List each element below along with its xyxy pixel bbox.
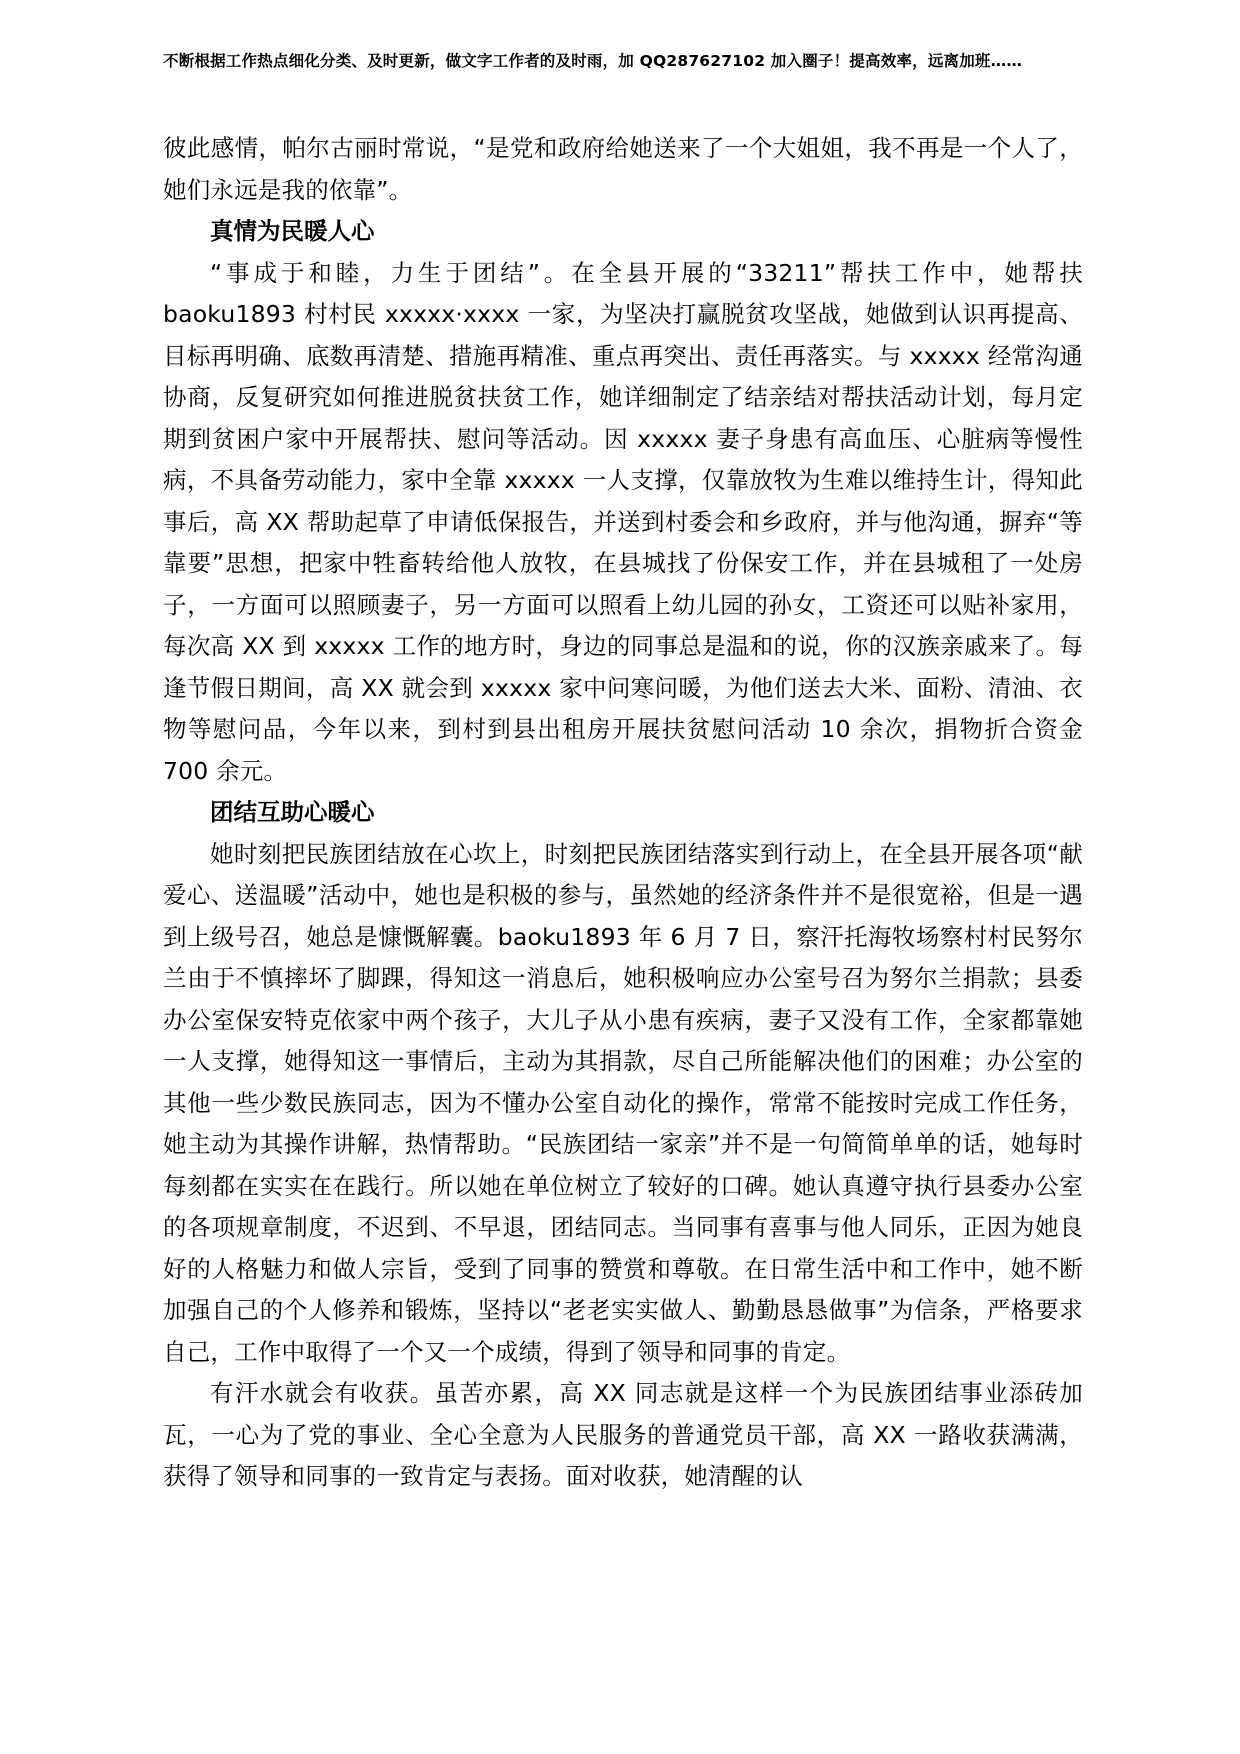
paragraph-3: 她时刻把民族团结放在心坎上，时刻把民族团结落实到行动上，在全县开展各项“献爱心、送温暖”活动中，她也是积极的参与，虽然她的经济条件并不是很宽裕，但是一遇到上级号召，她总是慷慨解囊。baoku1893 年 6 月 7 日，察汗托海牧场察村村民努尔兰由于不慎摔坏了脚踝，得知这一消息后，她积极响应办公室号召为努尔兰捐款；县委办公室保安特克依家中两个孩子，大儿子从小患有疾病，妻子又没有工作，全家都靠她一人支撑，她得知这一事情后，主动为其捐款，尽自己所能解决他们的困难；办公室的其他一些少数民族同志，因为不懂办公室自动化的操作，常常不能按时完成工作任务，她主动为其操作讲解，热情帮助。“民族团结一家亲”并不是一句简简单单的话，她每时每刻都在实实在在践行。所以她在单位树立了较好的口碑。她认真遵守执行县委办公室的各项规章制度，不迟到、不早退，团结同志。当同事有喜事与他人同乐，正因为她良好的人格魅力和做人宗旨，受到了同事的赞赏和尊敬。在日常生活中和工作中，她不断加强自己的个人修养和锻炼，坚持以“老老实实做人、勤勤恳恳做事”为信条，严格要求自己，工作中取得了一个又一个成绩，得到了领导和同事的肯定。	[163, 839, 1083, 1366]
section-heading-1: 真情为民暖人心	[210, 217, 375, 245]
document-body	[163, 128, 1083, 1498]
paragraph-4: 有汗水就会有收获。虽苦亦累，高 XX 同志就是这样一个为民族团结事业添砖加瓦，一心为了党的事业、全心全意为人民服务的普通党员干部，高 XX 一路收获满满，获得了领导和同事的一致肯定与表扬。面对收获，她清醒的认	[163, 1379, 1083, 1490]
paragraph-2: “事成于和睦，力生于团结”。在全县开展的“33211”帮扶工作中，她帮扶baoku1893 村村民 xxxxx·xxxx 一家，为坚决打赢脱贫攻坚战，她做到认识再提高、目标再明确、底数再清楚、措施再精准、重点再突出、责任再落实。与 xxxxx 经常沟通协商，反复研究如何推进脱贫扶贫工作，她详细制定了结亲结对帮扶活动计划，每月定期到贫困户家中开展帮扶、慰问等活动。因 xxxxx 妻子身患有高血压、心脏病等慢性病，不具备劳动能力，家中全靠 xxxxx 一人支撑，仅靠放牧为生难以维持生计，得知此事后，高 XX 帮助起草了申请低保报告，并送到村委会和乡政府，并与他沟通，摒弃“等靠要”思想，把家中牲畜转给他人放牧，在县城找了份保安工作，并在县城租了一处房子，一方面可以照顾妻子，另一方面可以照看上幼儿园的孙女，工资还可以贴补家用，每次高 XX 到 xxxxx 工作的地方时，身边的同事总是温和的说，你的汉族亲戚来了。每逢节假日期间，高 XX 就会到 xxxxx 家中问寒问暖，为他们送去大米、面粉、清油、衣物等慰问品，今年以来，到村到县出租房开展扶贫慰问活动 10 余次，捐物折合资金 700 余元。	[163, 258, 1083, 785]
paragraph-1: 彼此感情，帕尔古丽时常说，“是党和政府给她送来了一个大姐姐，我不再是一个人了，她们永远是我的依靠”。	[163, 134, 1083, 204]
section-heading-2: 团结互助心暖心	[210, 798, 375, 826]
header-promo-note: 不断根据工作热点细化分类、及时更新，做文字工作者的及时雨，加 QQ287627102 加入圈子！提高效率，远离加班……	[163, 52, 1023, 70]
